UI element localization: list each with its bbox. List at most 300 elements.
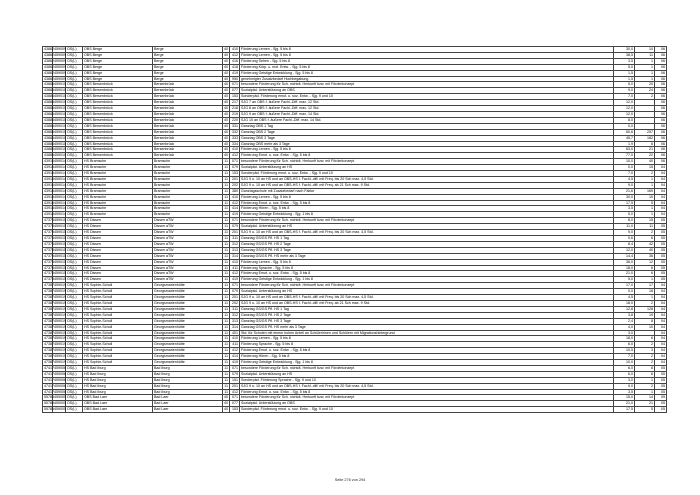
table-cell: 459014 — [54, 212, 66, 217]
table-cell: 401 — [230, 330, 240, 336]
table-cell: 21,0 — [614, 401, 635, 407]
table-cell: 459019 — [54, 318, 66, 323]
table-cell: 15 — [635, 218, 655, 224]
table-cell: 04 — [655, 200, 667, 206]
table-cell: 459006 — [54, 365, 66, 370]
table-cell: Sonderpäd. Förderung Sprache - Sjg. 9 und 10 — [240, 377, 614, 383]
table-cell: OBS Bersenbrück — [83, 153, 153, 159]
table-cell: 459019 — [54, 283, 66, 288]
table-cell: 9,0 — [614, 88, 635, 94]
table-cell: 459009 — [54, 52, 66, 57]
table-cell: 217 — [230, 100, 240, 106]
table-cell: 43862 — [44, 58, 54, 63]
table-cell: OBS Berge — [83, 70, 153, 76]
table-cell: Bramsche — [153, 165, 223, 171]
table-cell: 05 — [655, 218, 667, 224]
table-cell: 334 — [230, 141, 240, 147]
table-cell: OS(L) — [66, 377, 83, 383]
table-cell: OBS Bersenbrück — [83, 88, 153, 94]
table-cell: 19 — [635, 312, 655, 318]
table-cell: 459015 — [54, 271, 66, 276]
table-cell: 30,0 — [614, 47, 635, 53]
table-cell: Ganztagsschule mit Zusatzbedarf nach Faktor — [240, 188, 614, 194]
table-cell: SJG 8 an OBS f. äußere Fachl.-Diff. max. 12 Std. — [240, 106, 614, 112]
table-cell: 40 — [224, 401, 228, 406]
table-cell: 05 — [655, 259, 667, 265]
table-cell: Bramsche — [153, 176, 223, 182]
table-cell: 10 — [635, 194, 655, 200]
table-cell: 11 — [224, 371, 228, 376]
table-cell: 2 — [635, 360, 655, 366]
table-cell: 17,0 — [614, 283, 635, 289]
table-cell: 950 — [230, 76, 240, 82]
table-cell: 04 — [655, 182, 667, 188]
table-cell: 18 — [635, 289, 655, 295]
table-cell: 43862 — [44, 76, 54, 81]
table-cell: 201 — [230, 176, 240, 182]
table-cell: 43916 — [44, 188, 54, 193]
table-cell: 11 — [224, 354, 228, 359]
table-cell: Georgsmarienhütte — [153, 330, 223, 336]
table-cell: HS Bad Iburg — [83, 377, 153, 383]
table-cell: OS(L) — [66, 324, 83, 330]
table-cell: 15,0 — [614, 395, 635, 401]
table-cell: 5 — [635, 200, 655, 206]
table-cell: 459014 — [54, 194, 66, 199]
table-cell: 311 — [230, 236, 240, 242]
table-cell: Georgsmarienhütte — [153, 289, 223, 295]
table-cell: SJG 9 u. 10 an HS und an OBS-HS f. Fachl.-diff. mit Freq. bis 20 Sch max. 4,5 Std. — [240, 176, 614, 182]
table-cell: 11 — [224, 348, 228, 353]
table-cell: Bersenbrück — [153, 123, 223, 129]
table-cell: 3,5 — [614, 206, 635, 212]
table-cell: 04 — [655, 342, 667, 348]
table-cell: OS(L) — [66, 259, 83, 265]
table-cell: Bersenbrück — [153, 147, 223, 153]
table-cell: Förderung Geistige Entwicklung - Sjg. 1 bis 8 — [240, 360, 614, 366]
table-cell: 9,0 — [614, 182, 635, 188]
table-cell: Förderung Lernen - Sjg. 5 bis 8 — [240, 194, 614, 200]
table-cell: OS(L) — [66, 194, 83, 200]
table-cell: OS(L) — [66, 241, 83, 247]
table-cell: 06 — [655, 82, 667, 88]
table-cell: Bramsche — [153, 194, 223, 200]
table-cell: 47387 — [44, 295, 54, 300]
table-cell: OS(L) — [66, 135, 83, 141]
table-cell: 04 — [655, 330, 667, 336]
table-cell: HS Dissen — [83, 218, 153, 224]
table-cell: 333 — [230, 135, 240, 141]
table-cell: 459010 — [54, 153, 66, 158]
table-cell: OBS Berge — [83, 52, 153, 58]
table-cell: 21 — [635, 147, 655, 153]
table-cell: HS Dissen — [83, 259, 153, 265]
table-cell: 43886 — [44, 141, 54, 146]
table-cell: 43862 — [44, 52, 54, 57]
table-cell: OBS Bersenbrück — [83, 100, 153, 106]
table-cell: 459015 — [54, 259, 66, 264]
table-cell: 05 — [655, 224, 667, 230]
table-cell: 47387 — [44, 348, 54, 353]
table-cell: 11 — [224, 360, 228, 365]
table-cell: 40 — [224, 94, 228, 99]
table-cell: 14,4 — [614, 253, 635, 259]
table-cell: 47387 — [44, 283, 54, 288]
table-cell: 2 — [635, 94, 655, 100]
table-cell: Förderung Lernen - Sjg. 5 bis 8 — [240, 47, 614, 53]
table-cell: OS(L) — [66, 265, 83, 271]
table-cell: OS(L) — [66, 407, 83, 413]
table-cell: 11 — [224, 389, 228, 394]
table-cell: 459010 — [54, 82, 66, 87]
table-cell: 06 — [655, 47, 667, 53]
table-cell: 05 — [655, 389, 667, 395]
table-cell: 11 — [224, 247, 228, 252]
table-cell: 11 — [224, 277, 228, 282]
table-cell: HS Sophie-Scholl — [83, 318, 153, 324]
table-cell: besondere Förderung für Sch. nichtdt. Herkunft bzw. mit Förderkonzept — [240, 159, 614, 165]
table-cell: HS Bramsche — [83, 206, 153, 212]
table-cell: HS Dissen — [83, 230, 153, 236]
table-cell: 21,6 — [614, 188, 635, 194]
table-cell: 459015 — [54, 224, 66, 229]
table-cell: HS Dissen — [83, 241, 153, 247]
table-cell: 11 — [224, 318, 228, 323]
table-cell: 8,0 — [614, 117, 635, 123]
table-cell: 6,0 — [614, 371, 635, 377]
table-cell: 10,0 — [614, 159, 635, 165]
table-cell: 0,6 — [614, 236, 635, 242]
table-cell: OS(L) — [66, 188, 83, 194]
table-cell: Förderung Geistige Entwicklung - Sjg. 1 bis 8 — [240, 277, 614, 283]
table-cell: 06 — [655, 94, 667, 100]
table-cell: Bad Iburg — [153, 383, 223, 389]
table-cell: Berge — [153, 70, 223, 76]
table-cell: 77,0 — [614, 153, 635, 159]
table-cell: 410 — [230, 47, 240, 53]
table-cell: Std. für Schulen mit einem hohen Anteil an Schülerinnen und Schülern mit Migrationshintergrund — [240, 330, 614, 336]
table-cell: 2 — [635, 300, 655, 306]
table-cell: OS(L) — [66, 336, 83, 342]
table-cell: besondere Förderung für Sch. nichtdt. Herkunft bzw. mit Förderkonzept — [240, 82, 614, 88]
table-cell: 43886 — [44, 135, 54, 140]
table-cell: Sozialpäd. Unterstützung an HS — [240, 165, 614, 171]
table-cell: Ganztag OBS 3 Tage — [240, 135, 614, 141]
table-cell: 15 — [635, 165, 655, 171]
table-cell: Förderung Lernen - Sjg. 5 bis 8 — [240, 259, 614, 265]
table-cell: 459014 — [54, 159, 66, 164]
table-cell: 079 — [230, 289, 240, 295]
table-cell: 11 — [224, 271, 228, 276]
table-cell: HS Bramsche — [83, 176, 153, 182]
table-cell: OBS Bersenbrück — [83, 111, 153, 117]
table-cell: HS Sophie-Scholl — [83, 354, 153, 360]
table-cell: 459015 — [54, 241, 66, 246]
table-cell: OS(L) — [66, 360, 83, 366]
table-cell: HS Bramsche — [83, 182, 153, 188]
table-cell: OS(L) — [66, 300, 83, 306]
table-cell: 11 — [224, 383, 228, 388]
table-cell: 412 — [230, 52, 240, 58]
table-cell: Dissen aTW — [153, 271, 223, 277]
table-cell: 40 — [635, 159, 655, 165]
table-cell: 40 — [224, 395, 228, 400]
table-cell: 04 — [655, 336, 667, 342]
table-cell: Bad Iburg — [153, 377, 223, 383]
table-cell: 06 — [655, 100, 667, 106]
table-cell: 47387 — [44, 289, 54, 294]
table-cell: OS(L) — [66, 230, 83, 236]
table-cell: HS Bramsche — [83, 194, 153, 200]
table-cell: 1 — [635, 70, 655, 76]
table-cell: 43886 — [44, 111, 54, 116]
table-cell: 410 — [230, 336, 240, 342]
table-cell: 7,0 — [614, 94, 635, 100]
table-cell: 04 — [655, 295, 667, 301]
table-cell: 11,0 — [614, 224, 635, 230]
table-cell: 47387 — [44, 330, 54, 335]
table-cell: 11 — [224, 289, 228, 294]
table-cell: 5,0 — [614, 64, 635, 70]
table-cell: HS Bramsche — [83, 165, 153, 171]
table-cell: 2 — [635, 230, 655, 236]
table-cell: 47387 — [44, 312, 54, 317]
table-cell: Georgsmarienhütte — [153, 295, 223, 301]
table-cell: 411 — [230, 342, 240, 348]
table-cell: OS(L) — [66, 318, 83, 324]
table-cell: 1 — [635, 64, 655, 70]
table-cell: 11 — [224, 218, 228, 223]
table-cell: 43916 — [44, 206, 54, 211]
table-cell: 459019 — [54, 330, 66, 335]
table-cell: OS(L) — [66, 82, 83, 88]
table-cell: 40 — [224, 47, 228, 51]
table-cell: 47417 — [44, 377, 54, 382]
table-cell: 12,0 — [614, 111, 635, 117]
table-cell: OS(L) — [66, 389, 83, 395]
table-cell: 47375 — [44, 247, 54, 252]
table-cell: Dissen aTW — [153, 236, 223, 242]
table-cell: 11 — [224, 159, 228, 164]
table-cell: 38,5 — [614, 52, 635, 58]
table-cell: 459019 — [54, 289, 66, 294]
table-cell: 11 — [224, 312, 228, 317]
table-cell: 9,0 — [614, 383, 635, 389]
table-cell: 459010 — [54, 117, 66, 122]
table-cell: Bersenbrück — [153, 106, 223, 112]
table-cell: 05 — [655, 277, 667, 283]
table-cell: Bad Laer — [153, 407, 223, 413]
table-cell: 1 — [635, 212, 655, 218]
table-cell: Förderung Emot. u. soz. Entw. - Sjg. 5 bis 8 — [240, 200, 614, 206]
table-cell: 06 — [655, 159, 667, 165]
table-cell: 43886 — [44, 117, 54, 122]
table-cell: 459009 — [54, 70, 66, 75]
table-cell: HS Bramsche — [83, 212, 153, 218]
data-table — [42, 46, 667, 413]
table-cell: Georgsmarienhütte — [153, 360, 223, 366]
table-cell: 202 — [230, 182, 240, 188]
table-cell: Bersenbrück — [153, 129, 223, 135]
table-cell: Ganztag GS/GS Pfl. HS 3 Tage — [240, 247, 614, 253]
table-cell: 06 — [655, 135, 667, 141]
table-cell: Förderung Emot. u. soz. Entw. - Sjg. 5 bis 8 — [240, 348, 614, 354]
table-cell: Bad Laer — [153, 395, 223, 401]
table-cell: 459006 — [54, 383, 66, 388]
table-cell: OS(L) — [66, 365, 83, 371]
table-cell: 04 — [655, 360, 667, 366]
table-cell: 40 — [224, 88, 228, 93]
table-cell: Dissen aTW — [153, 253, 223, 259]
table-cell: 43886 — [44, 94, 54, 99]
table-cell: 40 — [224, 106, 228, 111]
table-cell: 47375 — [44, 259, 54, 264]
table-cell: 11 — [224, 283, 228, 288]
table-cell: 47387 — [44, 336, 54, 341]
table-cell: 43916 — [44, 182, 54, 187]
table-cell: 314 — [230, 324, 240, 330]
table-cell: 05 — [655, 365, 667, 371]
table-cell: 43886 — [44, 129, 54, 134]
table-cell: OS(L) — [66, 106, 83, 112]
table-cell: 40 — [224, 129, 228, 134]
table-cell: OBS Bersenbrück — [83, 123, 153, 129]
table-cell: Bersenbrück — [153, 100, 223, 106]
table-cell: 04 — [655, 300, 667, 306]
table-cell: Ganztag GS/GS Pfl. HS 3 Tage — [240, 318, 614, 324]
table-cell: Förderung Lernen - Sjg. 5 bis 8 — [240, 52, 614, 58]
table-cell: 04 — [655, 283, 667, 289]
table-cell: 10,5 — [614, 348, 635, 354]
table-cell: 459015 — [54, 277, 66, 282]
table-cell: 40 — [224, 76, 228, 81]
table-cell: 43916 — [44, 159, 54, 164]
table-cell: 43886 — [44, 100, 54, 105]
table-cell: OS(L) — [66, 52, 83, 58]
table-cell: 11 — [224, 241, 228, 246]
table-cell: 47375 — [44, 224, 54, 229]
table-cell: Sozialpäd. Unterstützung an HS — [240, 224, 614, 230]
table-cell: 2,4 — [614, 318, 635, 324]
table-cell: 313 — [230, 247, 240, 253]
table-cell: OS(L) — [66, 277, 83, 283]
table-cell: 11 — [224, 365, 228, 370]
table-cell: 11 — [224, 176, 228, 181]
table-cell: 332 — [230, 129, 240, 135]
table-cell: 410 — [230, 147, 240, 153]
table-cell: OS(L) — [66, 182, 83, 188]
table-cell: Georgsmarienhütte — [153, 312, 223, 318]
table-cell: Berge — [153, 58, 223, 64]
table-cell: HS Bad Iburg — [83, 383, 153, 389]
table-cell: Bersenbrück — [153, 135, 223, 141]
table-cell: 10 — [635, 47, 655, 53]
table-cell: 459015 — [54, 253, 66, 258]
table-cell: 459010 — [54, 100, 66, 105]
table-cell: 04 — [655, 188, 667, 194]
table-cell: HS Sophie-Scholl — [83, 295, 153, 301]
table-cell: 218 — [230, 106, 240, 112]
table-cell: 459015 — [54, 218, 66, 223]
table-cell: 47375 — [44, 236, 54, 240]
table-cell: 04 — [655, 289, 667, 295]
table-cell: OS(L) — [66, 206, 83, 212]
table-cell: 2 — [635, 342, 655, 348]
table-cell: 1 — [635, 295, 655, 301]
table-cell: Bad Iburg — [153, 389, 223, 395]
table-cell: 05 — [655, 265, 667, 271]
table-cell: OS(L) — [66, 283, 83, 289]
table-cell: besondere Förderung für Sch. nichtdt. Herkunft bzw. mit Förderkonzept — [240, 395, 614, 401]
table-cell: 202 — [230, 300, 240, 306]
table-cell: 43862 — [44, 64, 54, 69]
table-cell: 04 — [655, 176, 667, 182]
table-cell: Ganztag GS/GS Pfl. HS 2 Tage — [240, 241, 614, 247]
table-cell: 47417 — [44, 371, 54, 376]
table-cell: 0,0 — [614, 123, 635, 129]
table-cell: OS(L) — [66, 47, 83, 53]
table-cell: Berge — [153, 52, 223, 58]
table-cell: 04 — [655, 194, 667, 200]
table-cell: Ganztag GS/GS Pfl. HS mehr als 3 Tage — [240, 324, 614, 330]
table-cell: Bad Iburg — [153, 365, 223, 371]
table-cell: Sozialpäd. Unterstützung an HS — [240, 371, 614, 377]
table-cell: 6,0 — [614, 342, 635, 348]
table-cell: Bersenbrück — [153, 94, 223, 100]
table-cell: besondere Förderung für Sch. nichtdt. Herkunft bzw. mit Förderkonzept — [240, 218, 614, 224]
table-cell: 153 — [230, 94, 240, 100]
table-cell: 1 — [635, 58, 655, 64]
table-cell: 47387 — [44, 318, 54, 323]
table-cell: 11 — [224, 253, 228, 258]
table-cell: HS Bad Iburg — [83, 389, 153, 395]
table-cell: Dissen aTW — [153, 218, 223, 224]
table-cell: 05 — [655, 230, 667, 236]
table-cell: 1 — [635, 182, 655, 188]
table-cell: 47387 — [44, 306, 54, 311]
table-cell: 459006 — [54, 377, 66, 382]
table-cell: 11 — [224, 194, 228, 199]
table-cell: Dissen aTW — [153, 277, 223, 283]
table-cell: 05 — [655, 241, 667, 247]
table-cell: 22 — [635, 153, 655, 159]
table-cell: OS(L) — [66, 153, 83, 159]
table-cell: 04 — [655, 354, 667, 360]
table-cell: 11 — [224, 182, 228, 187]
table-cell: 47387 — [44, 360, 54, 365]
table-cell: 5 — [635, 407, 655, 413]
table-cell: 459005 — [54, 407, 66, 412]
table-cell: 04 — [655, 212, 667, 218]
table-cell: 11 — [224, 230, 228, 235]
table-cell: Dissen aTW — [153, 259, 223, 265]
table-cell: 11 — [224, 212, 228, 217]
table-cell: HS Sophie-Scholl — [83, 300, 153, 306]
table-cell: Bramsche — [153, 182, 223, 188]
table-cell: 12,0 — [614, 100, 635, 106]
table-cell: 10,0 — [614, 360, 635, 366]
table-cell: 459009 — [54, 76, 66, 81]
table-cell: 06 — [655, 58, 667, 64]
table-cell: 05 — [655, 371, 667, 377]
table-cell: 459014 — [54, 182, 66, 187]
table-cell: 47375 — [44, 218, 54, 223]
table-cell: HS Bad Iburg — [83, 365, 153, 371]
table-cell: 47417 — [44, 365, 54, 370]
table-cell: SJG 9 u. 10 an HS und an OBS-HS f. Fachl.-diff. mit Freq. bis 20 Sch max. 4,5 Std. — [240, 230, 614, 236]
table-cell: 3,5 — [614, 58, 635, 64]
table-cell: 17,5 — [614, 200, 635, 206]
